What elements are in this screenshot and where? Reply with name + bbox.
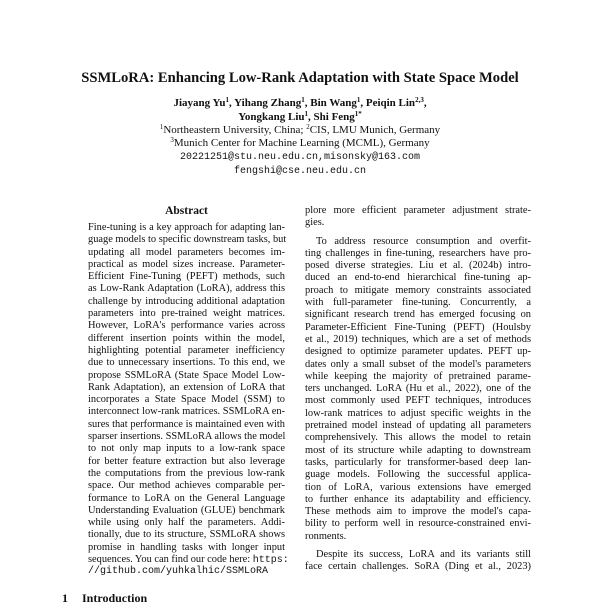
text-line: These methods aim to improve the model's capa- [305,506,531,518]
author: Peiqin Lin$^{2,3}$ [365,96,424,109]
text-line: comprehensively. This allows the model to retain [305,432,531,444]
text-line: tion of LoRA, various extensions have emerged [305,481,531,493]
right-column-text [305,205,531,574]
text-line: formance to LoRA on the General Language [88,492,285,504]
text-line: propose SSMLoRA (State Space Model Low- [88,369,285,381]
text-line: highlighting potential parameter inefficiency [88,344,285,356]
text-line: Fine-tuning is a key approach for adapting lan- [88,222,285,233]
text-line: parameters into pre-trained weight matrices. [88,308,285,320]
text-line: gies. [305,217,325,229]
text-line: challenge by introducing additional adaptation [88,295,285,307]
text-line: due to unnecessary insertions. To this end, we [88,357,285,369]
text-line: low-rank matrices to adjust specific weights in the [305,407,531,419]
affiliation-line-1: $^1$Northeastern University, China; $^2$CIS, LMU Munich, Germany [159,123,441,136]
text-line: plore more efficient parameter adjustment strate- [305,205,531,216]
text-line: dates only a small subset of the model's parameters [305,358,531,370]
text-line: posed diverse strategies. Liu et al. (2024b) intro- [305,260,531,272]
text-line: ronments. [305,530,347,542]
authors-line-2: Yongkang Liu$^1$, Shi Feng$^{1*}$ [238,110,362,123]
text-line: updating all model parameters becomes im- [88,246,285,258]
text-line: proach to mitigate memory constraints associated [305,284,531,296]
text-line: face certain challenges. SoRA (Ding et al., 2023) [305,561,531,573]
text-line: incorporates a State Space Model (SSM) to [88,394,285,406]
text-line: bility to perform well in resource-constrained envi- [305,518,531,530]
text-line: space. Our method achieves comparable per- [88,480,285,492]
text-line: for better feature extraction but also leverage [88,455,285,467]
text-line: However, LoRA's performance varies across [88,320,285,332]
text-line: practical as model sizes increase. Parameter- [88,258,285,270]
text-line: et al., 2019) techniques, which are a set of methods [305,333,531,345]
author: Shi Feng$^{1*}$ [313,110,362,123]
text-line: Rank Adaptation), an extension of LoRA that [88,381,285,393]
paper-title: SSMLoRA: Enhancing Low-Rank Adaptation with State Space Model [81,70,519,86]
text-line: with full-parameter fine-tuning. Concurrently, a [305,297,531,309]
text-line: sparser insertions. SSMLoRA allows the model [88,431,286,443]
author: Yongkang Liu$^1$ [238,110,309,123]
author: Yihang Zhang$^1$ [234,96,305,109]
text-line: Understanding Evaluation (GLUE) benchmark [88,504,285,516]
text-line: ters unchanged. LoRA (Hu et al., 2022), one of the [305,383,531,395]
text-line: to further enhance its adaptability and efficiency. [305,493,531,505]
text-line: Efficient Fine-Tuning (PEFT) methods, such [88,271,285,283]
text-line: the computations from the previous low-rank [88,467,285,479]
text-line: sures that performance is maintained even with [88,418,285,430]
text-line: to not only map inputs to a low-rank space [88,443,285,455]
text-line: Parameter-Efficient Fine-Tuning (PEFT) (Houlsby [305,321,531,333]
text-line: most commonly used PEFT techniques, introduces [305,395,531,407]
text-line: most of its structure while adapting to downstream [305,444,531,456]
text-line: ting challenges in fine-tuning, researchers have pro- [305,247,531,259]
text-line: promise in handling tasks with longer input [88,541,285,553]
text-line: guage models. Following the successful applica- [305,469,531,481]
authors-line-1: Jiayang Yu$^1$, Yihang Zhang$^1$, Bin Wang$^1$, Peiqin Lin$^{2,3}$, [173,96,427,109]
code-url-link[interactable]: https: [252,555,289,567]
text-line: as Low-Rank Adaptation (LoRA), address this [88,283,285,295]
abstract-heading: Abstract [165,205,208,217]
text-line: interconnect low-rank matrices. SSMLoRA en- [88,406,285,418]
text-line: while using only half the parameters. Addi- [88,517,285,529]
text-line: while keeping the majority of pretrained parame- [305,370,531,382]
text-line: different insertion points within the model, [88,332,285,344]
text-line: guage models to specific downstream tasks, but [88,234,287,246]
text-line: significant research trend has emerged focusing on [305,309,531,321]
email-line-2: fengshi@cse.neu.edu.cn [233,166,367,177]
text-line: To address resource consumption and overfit- [316,235,531,247]
text-line: tionally, due to its structure, SSMLoRA shows [88,529,285,541]
text-line: sequences. You can find our code here: https: [88,554,289,567]
abstract-body [88,222,289,579]
text-line: duced an end-to-end hierarchical fine-tuning ap- [305,272,531,284]
text-line: pretrained model instead of updating all parameters [305,420,531,432]
affiliation-line-2: $^3$Munich Center for Machine Learning (MCML), Germany [170,136,430,149]
author: Bin Wang$^1$ [310,96,361,109]
section-heading-introduction: 1 Introduction [62,591,148,605]
email-line-1: 20221251@stu.neu.edu.cn,misonsky@163.com [179,152,421,163]
text-line: tasks, particularly for transformer-based deep lan- [305,456,531,468]
text-line: designed to optimize parameter updates. PEFT up- [305,346,531,358]
author: Jiayang Yu$^1$ [173,96,230,109]
text-line: Despite its success, LoRA and its variants still [316,549,531,561]
code-url-link[interactable]: //github.com/yuhkalhic/SSMLoRA [88,566,269,578]
